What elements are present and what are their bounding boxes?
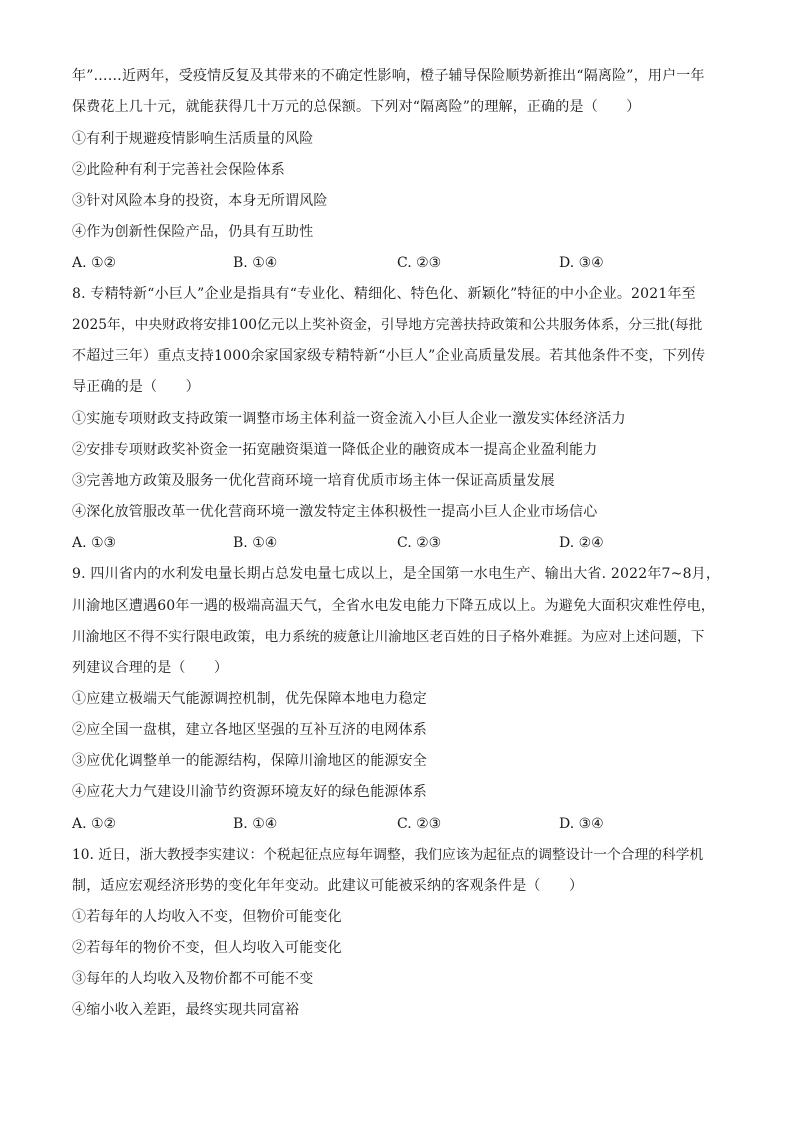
q8-statement-3: ③完善地方政策及服务一优化营商环境一培育优质市场主体一保证高质量发展: [72, 473, 555, 489]
q7-option-b[interactable]: B. ①④: [233, 255, 278, 271]
q8-stem-line-4: 导正确的是（ ）: [72, 379, 200, 395]
q8-option-c[interactable]: C. ②③: [397, 535, 442, 551]
q7-stem-line-2: 保费花上几十元，就能获得几十万元的总保额。下列对“隔离险”的理解，正确的是（ ）: [72, 99, 641, 115]
q10-stem-line-1: 10. 近日，浙大教授李实建议：个税起征点应每年调整，我们应该为起征点的调整设计一个合理的科学机: [72, 847, 704, 863]
q9-option-b[interactable]: B. ①④: [233, 816, 278, 832]
q7-option-a[interactable]: A. ①②: [72, 255, 117, 271]
q7-option-c[interactable]: C. ②③: [397, 255, 442, 271]
q7-statement-4: ④作为创新性保险产品，仍具有互助性: [72, 224, 314, 240]
q8-stem-line-2: 2025年，中央财政将安排100亿元以上奖补资金，引导地方完善扶持政策和公共服务体系，分三批(每批: [72, 317, 703, 333]
q8-statement-2: ②安排专项财政奖补资金一拓宽融资渠道一降低企业的融资成本一提高企业盈利能力: [72, 442, 598, 458]
q7-options: [72, 253, 722, 273]
q7-option-d[interactable]: D. ③④: [559, 255, 604, 271]
q7-statement-1: ①有利于规避疫情影响生活质量的风险: [72, 131, 314, 147]
q9-options: [72, 814, 722, 834]
q9-stem-line-2: 川渝地区遭遇60年一遇的极端高温天气，全省水电发电能力下降五成以上。为避免大面积灾难性停电，: [72, 598, 716, 614]
q8-statement-4: ④深化放管服改革一优化营商环境一激发特定主体积极性一提高小巨人企业市场信心: [72, 504, 598, 520]
q10-stem-line-2: 制，适应宏观经济形势的变化年年变动。此建议可能被采纳的客观条件是（ ）: [72, 878, 584, 894]
q10-statement-3: ③每年的人均收入及物价都不可能不变: [72, 971, 314, 987]
q7-statement-3: ③针对风险本身的投资，本身无所谓风险: [72, 193, 328, 209]
q8-option-b[interactable]: B. ①④: [233, 535, 278, 551]
q8-stem-line-1: 8. 专精特新“小巨人”企业是指具有“专业化、精细化、特色化、新颖化”特征的中小企业。2021年至: [72, 286, 696, 302]
q9-option-d[interactable]: D. ③④: [559, 816, 604, 832]
q9-statement-1: ①应建立极端天气能源调控机制，优先保障本地电力稳定: [72, 691, 427, 707]
q9-stem-line-1: 9. 四川省内的水利发电量长期占总发电量七成以上，是全国第一水电生产、输出大省. 2022年7~8月，: [72, 566, 721, 582]
q9-option-a[interactable]: A. ①②: [72, 816, 117, 832]
q10-statement-1: ①若每年的人均收入不变，但物价可能变化: [72, 909, 342, 925]
q7-stem-line-1: 年”……近两年，受疫情反复及其带来的不确定性影响，橙子辅导保险顺势新推出“隔离险”，用户一年: [72, 68, 705, 84]
q7-statement-2: ②此险种有利于完善社会保险体系: [72, 162, 285, 178]
q10-statement-4: ④缩小收入差距，最终实现共同富裕: [72, 1002, 300, 1018]
q10-statement-2: ②若每年的物价不变，但人均收入可能变化: [72, 940, 342, 956]
q8-option-d[interactable]: D. ②④: [559, 535, 604, 551]
q8-option-a[interactable]: A. ①③: [72, 535, 117, 551]
q9-statement-4: ④应花大力气建设川渝节约资源环境友好的绿色能源体系: [72, 784, 427, 800]
q9-option-c[interactable]: C. ②③: [397, 816, 442, 832]
q8-statement-1: ①实施专项财政支持政策一调整市场主体利益一资金流入小巨人企业一激发实体经济活力: [72, 411, 626, 427]
q9-stem-line-3: 川渝地区不得不实行限电政策，电力系统的疲惫让川渝地区老百姓的日子格外难捱。为应对上述问题，下: [72, 629, 705, 645]
q9-statement-3: ③应优化调整单一的能源结构，保障川渝地区的能源安全: [72, 753, 427, 769]
q9-statement-2: ②应全国一盘棋，建立各地区坚强的互补互济的电网体系: [72, 722, 427, 738]
q8-stem-line-3: 不超过三年）重点支持1000余家国家级专精特新“小巨人”企业高质量发展。若其他条件不变，下列传: [72, 348, 706, 364]
q8-options: [72, 533, 722, 553]
q9-stem-line-4: 列建议合理的是（ ）: [72, 660, 229, 676]
